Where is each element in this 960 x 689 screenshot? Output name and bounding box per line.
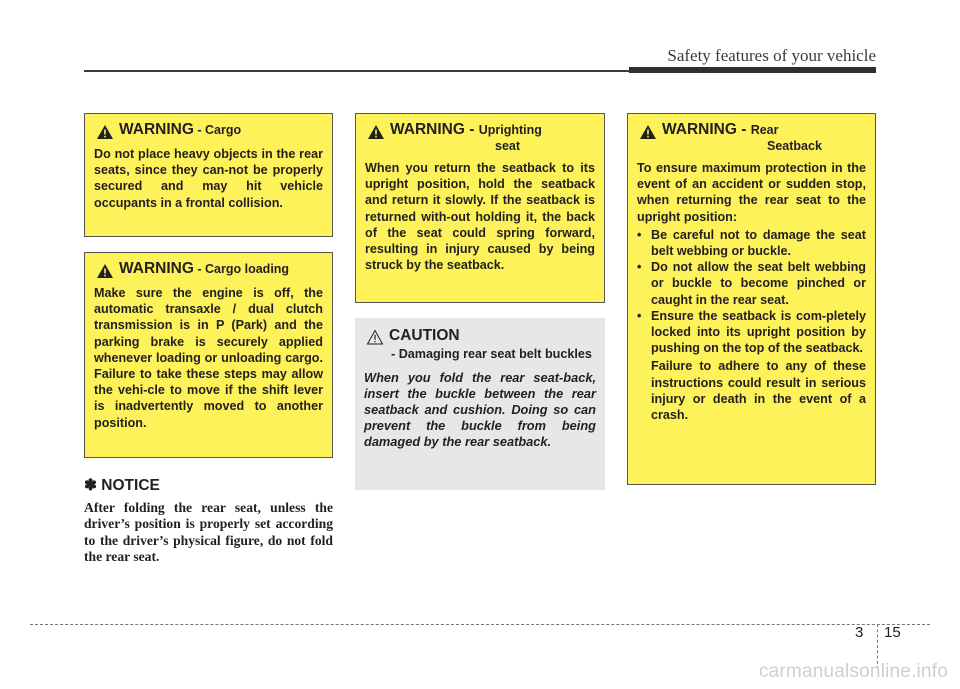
- footer-rule: [30, 624, 930, 625]
- page-number: 15: [884, 624, 901, 641]
- header-bar: [629, 67, 876, 73]
- warning-rear-intro: To ensure maximum protection in the event of an accident or sudden stop, when returning the rear seat to the upright position:: [637, 161, 866, 224]
- warning-triangle-icon: [639, 124, 657, 140]
- warning-title: WARNING -: [662, 121, 751, 138]
- warning-rear-box: [627, 113, 876, 485]
- warning-subtitle: Uprighting: [478, 123, 542, 137]
- warning-cargo-loading-box: [84, 252, 333, 458]
- notice-title: ✽ NOTICE: [84, 477, 160, 494]
- chapter-number: 3: [855, 624, 864, 641]
- warning-subtitle-cont: seat: [495, 139, 521, 153]
- bullet-item: • Do not allow the seat belt webbing or buckle to become pinched or caught in the rear seat.: [637, 260, 866, 307]
- warning-upright-header: [365, 122, 595, 154]
- warning-subtitle-cont: Seatback: [767, 139, 822, 153]
- caution-header: [364, 327, 596, 345]
- warning-rear-bullets: [637, 227, 866, 357]
- warning-cargo-header: [94, 122, 323, 140]
- warning-cargo-loading-body: Make sure the engine is off, the automatic transaxle / dual clutch transmission is in P (Park) and the parking brake is securely applied whenever loading or unloading cargo. Failure to take these steps may allow the vehi-cle to move if the shift lever is inadvertently moved to another position.: [94, 286, 323, 430]
- warning-cargo-body: Do not place heavy objects in the rear seats, since they can-not be properly secured and may hit vehicle occupants in a frontal collision.: [94, 147, 323, 210]
- caution-triangle-icon: [366, 329, 384, 345]
- warning-triangle-icon: [96, 124, 114, 140]
- bullet-item: • Be careful not to damage the seat belt webbing or buckle.: [637, 227, 866, 259]
- watermark: carmanualsonline.info: [758, 661, 948, 682]
- warning-subtitle: Rear: [750, 123, 779, 137]
- warning-title: WARNING: [119, 121, 194, 138]
- notice-body: After folding the rear seat, unless the driver’s position is properly set according to the driver’s physical figure, do not fold the rear seat.: [84, 500, 333, 565]
- warning-triangle-icon: [96, 263, 114, 279]
- bullet-item: • Ensure the seatback is com-pletely locked into its upright position by pushing on the top of the seatback.: [637, 308, 866, 356]
- warning-subtitle: - Cargo loading: [193, 262, 290, 276]
- caution-body: When you fold the rear seat-back, insert the buckle between the rear seatback and cushion. Doing so can prevent the buckle from being damaged by the rear seatback.: [364, 370, 596, 449]
- warning-title: WARNING: [119, 260, 194, 277]
- section-title: Safety features of your vehicle: [667, 46, 876, 65]
- header-rule: [84, 70, 629, 72]
- caution-title: CAUTION: [389, 327, 460, 344]
- warning-rear-closing: Failure to adhere to any of these instructions could result in serious injury or death in the event of a crash.: [651, 359, 866, 423]
- warning-upright-box: [355, 113, 605, 303]
- caution-subtitle: - Damaging rear seat belt buckles: [391, 347, 592, 361]
- warning-upright-body: When you return the seatback to its upright position, hold the seatback and return it slowly. If the seatback is returned with-out holding it, the back of the seat could spring forward, resulting in injury caused by being struck by the seatback.: [365, 161, 595, 273]
- warning-rear-header: [637, 122, 866, 154]
- warning-triangle-icon: [367, 124, 385, 140]
- warning-title: WARNING -: [390, 121, 479, 138]
- warning-subtitle: - Cargo: [193, 123, 242, 137]
- warning-cargo-box: [84, 113, 333, 237]
- warning-cargo-loading-header: [94, 261, 323, 279]
- caution-box: [355, 318, 605, 490]
